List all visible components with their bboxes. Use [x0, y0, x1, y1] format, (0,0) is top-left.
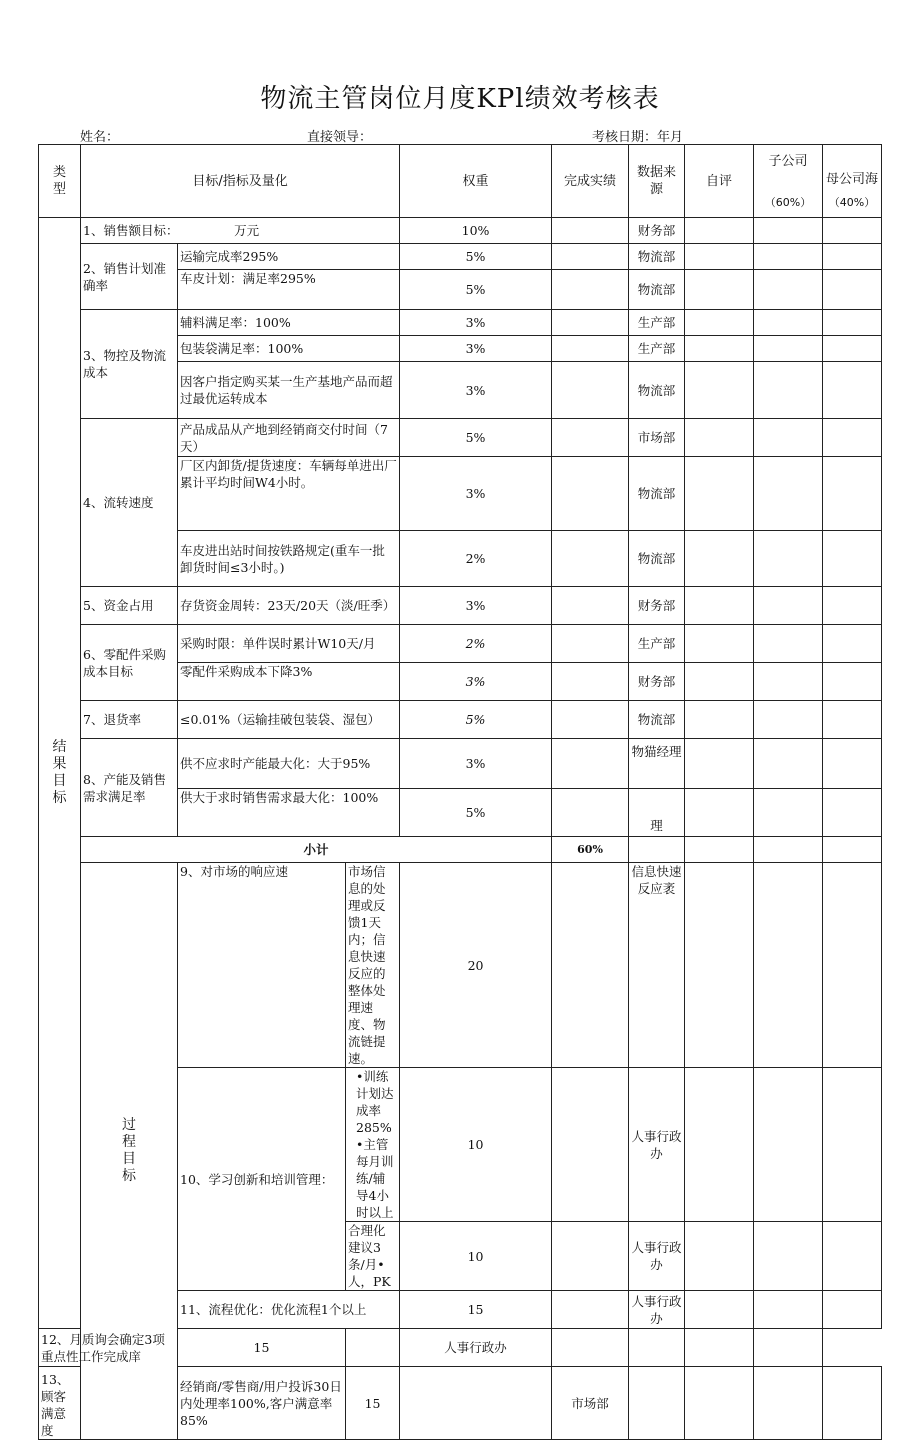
table-row [39, 587, 882, 625]
target-cell: 1、销售额目标： 万元 [81, 218, 400, 244]
training-rate: •训练计划达成率285% [356, 1069, 394, 1135]
sub-target-cell: 合理化建议3条/月•人，PK [346, 1222, 400, 1291]
section-result: 结 果 目 标 [39, 218, 81, 1329]
source-cell: 物流部 [629, 457, 685, 531]
group-label: 6、零配件采购成本目标 [81, 625, 178, 701]
weight-cell: 5% [400, 244, 552, 270]
weight-cell: 15 [178, 1329, 346, 1367]
sub-target-cell: 车皮计划：满足率295% [178, 270, 400, 310]
table-row [39, 310, 882, 336]
weight-cell: 10% [400, 218, 552, 244]
weight-cell: 3% [400, 663, 552, 701]
weight-cell: 3% [400, 587, 552, 625]
weight-cell: 3% [400, 336, 552, 362]
group-label: 13、顾客满意度 [39, 1367, 81, 1440]
source-cell: 生产部 [629, 336, 685, 362]
subtotal-label: 小计 [81, 837, 552, 863]
leader-label: 直接领导： [307, 130, 373, 145]
weight-cell: 3% [400, 457, 552, 531]
group-label: 3、物控及物流成本 [81, 310, 178, 419]
sub-target-cell: 供不应求时产能最大化：大于95% [178, 739, 400, 789]
sub-target-cell: 经销商/零售商/用户投诉30日内处理率100%,客户满意率85% [178, 1367, 346, 1440]
source-cell: 财务部 [629, 587, 685, 625]
header-type: 类 型 [39, 145, 81, 218]
sub-target-cell: 包装袋满足率：100% [178, 336, 400, 362]
group-label: 5、资金占用 [81, 587, 178, 625]
group-label: 8、产能及销售需求满足率 [81, 739, 178, 837]
source-cell: 人事行政办 [629, 1068, 685, 1222]
header-actual: 完成实绩 [552, 145, 629, 218]
page-title: 物流主管岗位月度KPl绩效考核表 [260, 84, 660, 114]
source-cell: 市场部 [552, 1367, 629, 1440]
weight-cell: 10 [400, 1222, 552, 1291]
source-cell: 物流部 [629, 701, 685, 739]
source-cell: 物流部 [629, 270, 685, 310]
table-row [39, 244, 882, 270]
target-cell: 11、流程优化：优化流程1个以上 [178, 1291, 400, 1329]
source-cell: 物猫经理 [629, 739, 685, 789]
weight-cell: 5% [400, 701, 552, 739]
source-cell: 人事行政办 [629, 1222, 685, 1291]
weight-cell: 3% [400, 310, 552, 336]
weight-cell: 5% [400, 419, 552, 457]
sub-target-cell: 零配件采购成本下降3% [178, 663, 400, 701]
subtotal-row [39, 837, 882, 863]
table-row [39, 218, 882, 244]
weight-cell: 5% [400, 789, 552, 837]
date-label: 考核日期：年月 [592, 130, 684, 145]
source-cell: 市场部 [629, 419, 685, 457]
sub-target-cell: 存货资金周转：23天/20天（淡/旺季） [178, 587, 400, 625]
sub-target-cell: 因客户指定购买某一生产基地产品而超过最优运转成本 [178, 362, 400, 419]
sub-target-cell: 车皮进出站时间按铁路规定(重车一批卸货时间≤3小时。) [178, 531, 400, 587]
group-label: 9、对市场的响应速 [178, 863, 346, 1068]
weight-cell: 2% [400, 625, 552, 663]
weight-cell: 2% [400, 531, 552, 587]
source-cell: 人事行政办 [400, 1329, 552, 1367]
source-cell: 财务部 [629, 663, 685, 701]
table-row [39, 419, 882, 457]
table-row [39, 1329, 882, 1367]
header-target: 目标/指标及量化 [81, 145, 400, 218]
weight-cell: 15 [400, 1291, 552, 1329]
weight-cell: 15 [346, 1367, 400, 1440]
table-row [39, 863, 882, 1068]
sub-target-cell: 产品成品从产地到经销商交付时间（7天） [178, 419, 400, 457]
source-cell: 物流部 [629, 244, 685, 270]
weight-cell: 20 [400, 863, 552, 1068]
weight-cell: 3% [400, 739, 552, 789]
kpi-table [38, 144, 882, 1440]
table-row [39, 701, 882, 739]
table-row [39, 739, 882, 789]
sub-target-cell: 采购时限：单件误时累计W10天/月 [178, 625, 400, 663]
coaching-hours: •主管每月训练/辅导4小时以上 [356, 1137, 394, 1220]
source-cell: 信息快速反应袤 [629, 863, 685, 1068]
group-label: 4、流转速度 [81, 419, 178, 587]
header-source: 数据来 源 [629, 145, 685, 218]
section-process: 过 程 目 标 [81, 863, 178, 1440]
source-cell: 物流部 [629, 362, 685, 419]
sub-target-cell: 运输完成率295% [178, 244, 400, 270]
source-cell: 人事行政办 [629, 1291, 685, 1329]
group-label: 7、退货率 [81, 701, 178, 739]
source-cell: 生产部 [629, 310, 685, 336]
sub-target-cell [346, 1068, 400, 1222]
source-cell: 财务部 [629, 218, 685, 244]
sub-target-cell: 厂区内卸货/提货速度：车辆每单进出厂累计平均时间W4小时。 [178, 457, 400, 531]
weight-cell: 5% [400, 270, 552, 310]
header-row [39, 145, 882, 218]
subtotal-weight: 60% [552, 837, 629, 863]
group-label: 2、销售计划准确率 [81, 244, 178, 310]
source-cell: 物流部 [629, 531, 685, 587]
header-weight: 权重 [400, 145, 552, 218]
weight-cell: 10 [400, 1068, 552, 1222]
header-parent: 母公司海 （40%） [823, 145, 882, 218]
source-cell: 生产部 [629, 625, 685, 663]
source-cell: 理 [629, 789, 685, 837]
weight-cell: 3% [400, 362, 552, 419]
sub-target-cell: 市场信息的处理或反馈1天内；信息快速反应的整体处理速度、物流链提速。 [346, 863, 400, 1068]
header-subsidiary: 子公司 （60%） [754, 145, 823, 218]
sub-target-cell: ≤0.01%（运输挂破包装袋、湿包） [178, 701, 400, 739]
sub-target-cell: 辅料满足率：100% [178, 310, 400, 336]
sub-target-cell: 供大于求时销售需求最大化：100% [178, 789, 400, 837]
header-self-eval: 自评 [685, 145, 754, 218]
table-row [39, 625, 882, 663]
group-label: 10、学习创新和培训管理： [178, 1068, 346, 1291]
target-cell: 12、月质询会确定3项重点性工作完成庠 [39, 1329, 178, 1367]
name-label: 姓名： [80, 130, 120, 145]
